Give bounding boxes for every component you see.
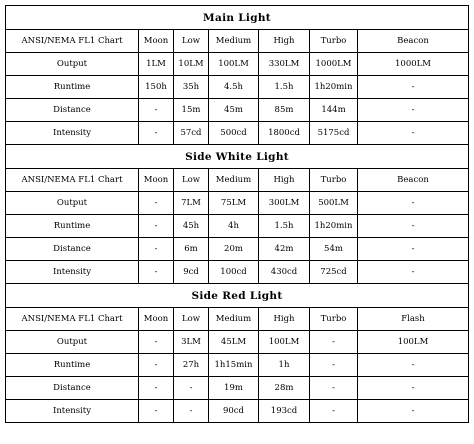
table-cell: 100LM — [209, 53, 259, 76]
column-header: High — [259, 169, 310, 192]
table-cell: 500cd — [209, 122, 259, 145]
table-row — [6, 377, 469, 400]
table-cell: 6m — [174, 238, 209, 261]
table-cell: - — [310, 377, 358, 400]
table-cell: 19m — [209, 377, 259, 400]
header-row — [6, 308, 469, 331]
table-cell: 500LM — [310, 192, 358, 215]
table-cell: 9cd — [174, 261, 209, 284]
table-cell: 45h — [174, 215, 209, 238]
table-cell: - — [358, 354, 469, 377]
table-cell: 57cd — [174, 122, 209, 145]
table-cell: 330LM — [259, 53, 310, 76]
table-cell: - — [139, 400, 174, 423]
table-cell: 1h20min — [310, 215, 358, 238]
row-label: Intensity — [6, 261, 139, 284]
row-label: Distance — [6, 377, 139, 400]
table-cell: 1LM — [139, 53, 174, 76]
table-cell: 54m — [310, 238, 358, 261]
row-label: Runtime — [6, 354, 139, 377]
table-cell: 1000LM — [310, 53, 358, 76]
table-cell: 45m — [209, 99, 259, 122]
table-cell: 193cd — [259, 400, 310, 423]
column-header: Medium — [209, 30, 259, 53]
row-label: Intensity — [6, 400, 139, 423]
column-header: Low — [174, 169, 209, 192]
column-header: ANSI/NEMA FL1 Chart — [6, 308, 139, 331]
row-label: Output — [6, 53, 139, 76]
table-cell: 7LM — [174, 192, 209, 215]
table-cell: 1.5h — [259, 215, 310, 238]
table-cell: - — [310, 331, 358, 354]
table-cell: - — [358, 215, 469, 238]
column-header: High — [259, 30, 310, 53]
table-cell: - — [139, 261, 174, 284]
table-cell: 1800cd — [259, 122, 310, 145]
section-title-side-white-light: Side White Light — [6, 145, 469, 169]
table-cell: 90cd — [209, 400, 259, 423]
table-cell: - — [139, 238, 174, 261]
column-header: Beacon — [358, 169, 469, 192]
table-cell: 430cd — [259, 261, 310, 284]
column-header: Low — [174, 308, 209, 331]
table-cell: 1000LM — [358, 53, 469, 76]
table-cell: - — [358, 76, 469, 99]
table-cell: - — [139, 377, 174, 400]
table-cell: 3LM — [174, 331, 209, 354]
column-header: Medium — [209, 169, 259, 192]
table-row — [6, 99, 469, 122]
table-cell: - — [310, 354, 358, 377]
row-label: Runtime — [6, 215, 139, 238]
row-label: Distance — [6, 238, 139, 261]
table-row — [6, 400, 469, 423]
table-cell: 1h15min — [209, 354, 259, 377]
column-header: Medium — [209, 308, 259, 331]
row-label: Output — [6, 192, 139, 215]
table-cell: 100cd — [209, 261, 259, 284]
column-header: Turbo — [310, 308, 358, 331]
table-row — [6, 192, 469, 215]
column-header: Turbo — [310, 169, 358, 192]
table-cell: - — [139, 192, 174, 215]
table-cell: 28m — [259, 377, 310, 400]
table-cell: 10LM — [174, 53, 209, 76]
table-row — [6, 354, 469, 377]
table-cell: - — [358, 122, 469, 145]
table-cell: - — [139, 354, 174, 377]
table-cell: 35h — [174, 76, 209, 99]
table-cell: 100LM — [358, 331, 469, 354]
column-header: Turbo — [310, 30, 358, 53]
table-cell: - — [358, 400, 469, 423]
table-cell: 1h20min — [310, 76, 358, 99]
table-cell: 5175cd — [310, 122, 358, 145]
table-cell: - — [358, 192, 469, 215]
table-cell: 144m — [310, 99, 358, 122]
table-cell: 1h — [259, 354, 310, 377]
table-cell: 4h — [209, 215, 259, 238]
table-cell: - — [139, 122, 174, 145]
column-header: Beacon — [358, 30, 469, 53]
table-cell: 1.5h — [259, 76, 310, 99]
table-row — [6, 215, 469, 238]
table-row — [6, 76, 469, 99]
row-label: Distance — [6, 99, 139, 122]
column-header: ANSI/NEMA FL1 Chart — [6, 169, 139, 192]
table-cell: 42m — [259, 238, 310, 261]
header-row — [6, 169, 469, 192]
column-header: Moon — [139, 308, 174, 331]
table-cell: 150h — [139, 76, 174, 99]
table-row — [6, 331, 469, 354]
table-cell: 75LM — [209, 192, 259, 215]
table-cell: - — [358, 99, 469, 122]
table-cell: 300LM — [259, 192, 310, 215]
column-header: High — [259, 308, 310, 331]
spec-table-body — [6, 6, 469, 423]
header-row — [6, 30, 469, 53]
table-cell: 45LM — [209, 331, 259, 354]
row-label: Runtime — [6, 76, 139, 99]
table-cell: - — [139, 215, 174, 238]
table-cell: - — [310, 400, 358, 423]
row-label: Output — [6, 331, 139, 354]
table-cell: 725cd — [310, 261, 358, 284]
column-header: Flash — [358, 308, 469, 331]
column-header: ANSI/NEMA FL1 Chart — [6, 30, 139, 53]
table-cell: - — [358, 261, 469, 284]
table-cell: 4.5h — [209, 76, 259, 99]
table-cell: 20m — [209, 238, 259, 261]
table-cell: - — [174, 400, 209, 423]
section-title-row — [6, 6, 469, 30]
column-header: Moon — [139, 30, 174, 53]
table-cell: - — [358, 238, 469, 261]
table-row — [6, 53, 469, 76]
column-header: Moon — [139, 169, 174, 192]
table-cell: 85m — [259, 99, 310, 122]
column-header: Low — [174, 30, 209, 53]
table-cell: 27h — [174, 354, 209, 377]
section-title-row — [6, 284, 469, 308]
row-label: Intensity — [6, 122, 139, 145]
table-cell: - — [358, 377, 469, 400]
table-cell: - — [174, 377, 209, 400]
section-title-main-light: Main Light — [6, 6, 469, 30]
section-title-side-red-light: Side Red Light — [6, 284, 469, 308]
table-row — [6, 122, 469, 145]
table-cell: - — [139, 99, 174, 122]
table-cell: 100LM — [259, 331, 310, 354]
table-cell: 15m — [174, 99, 209, 122]
table-cell: - — [139, 331, 174, 354]
table-row — [6, 238, 469, 261]
section-title-row — [6, 145, 469, 169]
spec-table — [5, 5, 469, 423]
table-row — [6, 261, 469, 284]
